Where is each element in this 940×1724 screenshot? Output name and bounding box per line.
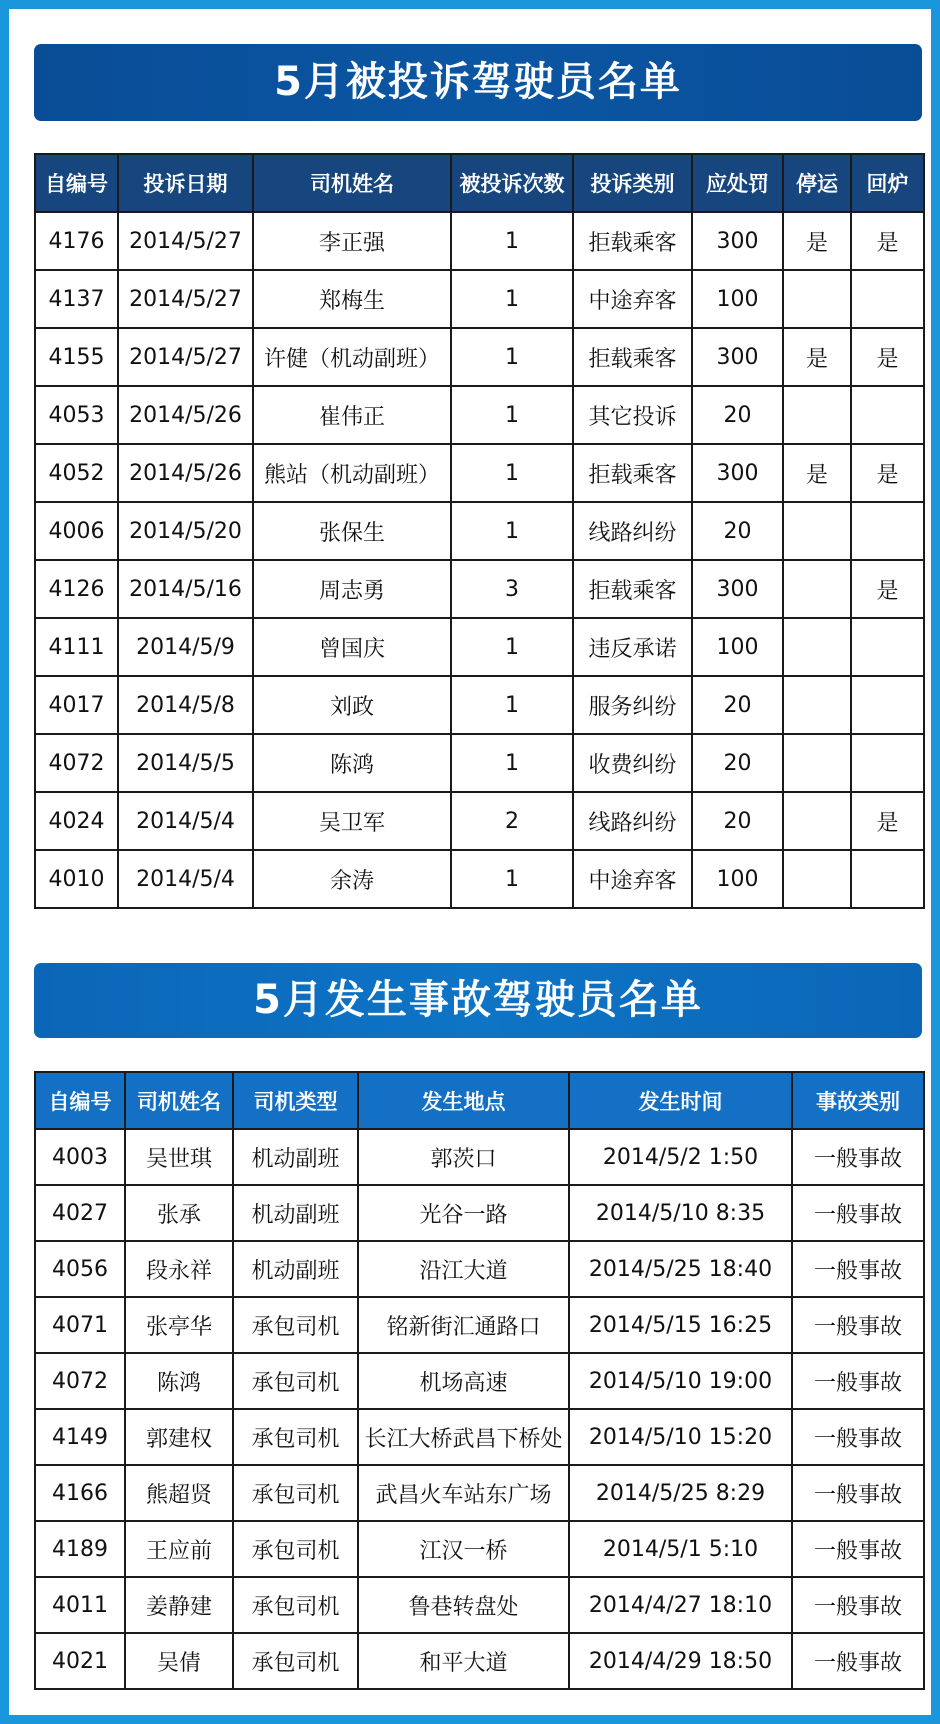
table-cell: 中途弃客 — [573, 270, 692, 328]
table-cell: 一般事故 — [792, 1185, 924, 1241]
table-cell — [851, 270, 924, 328]
complaints-header-row — [35, 154, 924, 212]
table-cell — [783, 734, 851, 792]
table-row — [35, 734, 924, 792]
table-cell: 4011 — [35, 1577, 125, 1633]
complaints-title: 5月被投诉驾驶员名单 — [34, 44, 922, 121]
table-cell — [851, 618, 924, 676]
complaints-column-header: 投诉日期 — [118, 154, 253, 212]
table-cell: 2014/5/8 — [118, 676, 253, 734]
table-row — [35, 1297, 924, 1353]
table-cell: 拒载乘客 — [573, 444, 692, 502]
table-row — [35, 502, 924, 560]
table-cell — [783, 618, 851, 676]
table-cell: 1 — [451, 386, 573, 444]
table-cell: 4111 — [35, 618, 118, 676]
table-cell: 是 — [783, 328, 851, 386]
table-cell: 4126 — [35, 560, 118, 618]
table-cell: 吴倩 — [125, 1633, 233, 1689]
table-cell: 承包司机 — [233, 1577, 358, 1633]
table-cell: 一般事故 — [792, 1297, 924, 1353]
table-cell: 刘政 — [253, 676, 451, 734]
accidents-column-header: 事故类别 — [792, 1072, 924, 1129]
table-cell — [783, 270, 851, 328]
table-cell — [851, 386, 924, 444]
table-cell: 拒载乘客 — [573, 560, 692, 618]
table-cell: 拒载乘客 — [573, 212, 692, 270]
table-cell: 20 — [692, 502, 783, 560]
table-cell: 和平大道 — [358, 1633, 569, 1689]
table-cell: 承包司机 — [233, 1409, 358, 1465]
table-cell: 4072 — [35, 1353, 125, 1409]
table-cell: 2014/5/20 — [118, 502, 253, 560]
table-cell: 300 — [692, 444, 783, 502]
complaints-column-header: 投诉类别 — [573, 154, 692, 212]
table-cell: 2 — [451, 792, 573, 850]
table-row — [35, 1633, 924, 1689]
table-cell: 机动副班 — [233, 1185, 358, 1241]
complaints-column-header: 应处罚 — [692, 154, 783, 212]
table-cell: 是 — [851, 444, 924, 502]
table-cell: 2014/5/26 — [118, 386, 253, 444]
table-cell: 郭建权 — [125, 1409, 233, 1465]
accidents-column-header: 司机类型 — [233, 1072, 358, 1129]
table-cell: 4149 — [35, 1409, 125, 1465]
table-row — [35, 676, 924, 734]
accidents-title: 5月发生事故驾驶员名单 — [34, 963, 922, 1038]
table-cell: 陈鸿 — [253, 734, 451, 792]
table-cell: 承包司机 — [233, 1465, 358, 1521]
table-cell: 收费纠纷 — [573, 734, 692, 792]
table-cell: 许健（机动副班） — [253, 328, 451, 386]
table-cell: 1 — [451, 850, 573, 908]
table-cell: 4052 — [35, 444, 118, 502]
table-row — [35, 850, 924, 908]
table-cell: 4003 — [35, 1129, 125, 1185]
table-cell: 1 — [451, 328, 573, 386]
table-cell: 鲁巷转盘处 — [358, 1577, 569, 1633]
table-cell: 一般事故 — [792, 1353, 924, 1409]
table-cell: 2014/5/27 — [118, 270, 253, 328]
table-cell: 铭新街汇通路口 — [358, 1297, 569, 1353]
table-cell: 一般事故 — [792, 1129, 924, 1185]
table-cell: 1 — [451, 618, 573, 676]
table-cell: 姜静建 — [125, 1577, 233, 1633]
table-cell: 2014/5/16 — [118, 560, 253, 618]
table-cell: 承包司机 — [233, 1353, 358, 1409]
table-cell: 2014/5/1 5:10 — [569, 1521, 792, 1577]
table-row — [35, 1185, 924, 1241]
table-cell: 20 — [692, 734, 783, 792]
accidents-column-header: 发生地点 — [358, 1072, 569, 1129]
table-cell: 2014/5/15 16:25 — [569, 1297, 792, 1353]
table-cell: 张保生 — [253, 502, 451, 560]
table-cell: 4010 — [35, 850, 118, 908]
table-cell: 一般事故 — [792, 1633, 924, 1689]
table-cell — [783, 502, 851, 560]
table-cell — [783, 560, 851, 618]
table-cell: 其它投诉 — [573, 386, 692, 444]
table-cell — [851, 850, 924, 908]
table-cell: 长江大桥武昌下桥处 — [358, 1409, 569, 1465]
table-cell: 2014/5/27 — [118, 328, 253, 386]
table-cell: 陈鸿 — [125, 1353, 233, 1409]
table-row — [35, 1353, 924, 1409]
table-cell: 2014/4/27 18:10 — [569, 1577, 792, 1633]
table-cell: 一般事故 — [792, 1409, 924, 1465]
complaints-column-header: 司机姓名 — [253, 154, 451, 212]
table-cell: 2014/5/4 — [118, 792, 253, 850]
table-cell: 4017 — [35, 676, 118, 734]
table-cell: 2014/5/25 18:40 — [569, 1241, 792, 1297]
table-cell: 是 — [851, 792, 924, 850]
table-cell: 郭茨口 — [358, 1129, 569, 1185]
table-cell: 100 — [692, 270, 783, 328]
table-cell: 1 — [451, 270, 573, 328]
table-cell: 1 — [451, 734, 573, 792]
table-cell: 拒载乘客 — [573, 328, 692, 386]
table-row — [35, 1241, 924, 1297]
table-cell: 100 — [692, 850, 783, 908]
table-cell: 一般事故 — [792, 1241, 924, 1297]
table-cell: 1 — [451, 212, 573, 270]
table-cell: 王应前 — [125, 1521, 233, 1577]
table-cell: 光谷一路 — [358, 1185, 569, 1241]
table-cell: 机场高速 — [358, 1353, 569, 1409]
complaints-table — [34, 153, 925, 909]
table-cell: 300 — [692, 328, 783, 386]
table-cell: 4071 — [35, 1297, 125, 1353]
table-cell: 4027 — [35, 1185, 125, 1241]
table-cell — [783, 792, 851, 850]
table-cell: 2014/5/26 — [118, 444, 253, 502]
table-row — [35, 1409, 924, 1465]
table-cell: 20 — [692, 792, 783, 850]
table-cell: 江汉一桥 — [358, 1521, 569, 1577]
table-cell: 4006 — [35, 502, 118, 560]
table-cell: 2014/5/2 1:50 — [569, 1129, 792, 1185]
table-row — [35, 444, 924, 502]
table-cell: 2014/5/9 — [118, 618, 253, 676]
table-cell: 4189 — [35, 1521, 125, 1577]
table-cell: 周志勇 — [253, 560, 451, 618]
table-row — [35, 618, 924, 676]
accidents-table — [34, 1071, 925, 1690]
table-row — [35, 212, 924, 270]
table-cell: 吴世琪 — [125, 1129, 233, 1185]
table-cell: 吴卫军 — [253, 792, 451, 850]
table-cell: 3 — [451, 560, 573, 618]
table-cell: 张承 — [125, 1185, 233, 1241]
table-cell: 20 — [692, 386, 783, 444]
table-cell — [783, 386, 851, 444]
table-cell: 李正强 — [253, 212, 451, 270]
table-cell: 1 — [451, 502, 573, 560]
accidents-column-header: 司机姓名 — [125, 1072, 233, 1129]
table-cell: 线路纠纷 — [573, 502, 692, 560]
table-row — [35, 792, 924, 850]
table-cell: 300 — [692, 212, 783, 270]
table-cell: 是 — [851, 328, 924, 386]
table-cell: 承包司机 — [233, 1297, 358, 1353]
table-cell: 4155 — [35, 328, 118, 386]
accidents-column-header: 自编号 — [35, 1072, 125, 1129]
table-cell: 中途弃客 — [573, 850, 692, 908]
table-cell: 一般事故 — [792, 1577, 924, 1633]
table-cell: 1 — [451, 444, 573, 502]
complaints-column-header: 自编号 — [35, 154, 118, 212]
table-cell: 4053 — [35, 386, 118, 444]
table-cell: 张亭华 — [125, 1297, 233, 1353]
table-cell: 4056 — [35, 1241, 125, 1297]
table-cell: 2014/5/25 8:29 — [569, 1465, 792, 1521]
table-cell: 一般事故 — [792, 1465, 924, 1521]
table-cell — [851, 734, 924, 792]
table-cell — [783, 676, 851, 734]
table-cell: 4176 — [35, 212, 118, 270]
table-cell: 300 — [692, 560, 783, 618]
accidents-header-row — [35, 1072, 924, 1129]
table-row — [35, 560, 924, 618]
table-row — [35, 1521, 924, 1577]
complaints-column-header: 被投诉次数 — [451, 154, 573, 212]
table-cell: 线路纠纷 — [573, 792, 692, 850]
table-cell: 2014/5/10 19:00 — [569, 1353, 792, 1409]
table-cell: 4166 — [35, 1465, 125, 1521]
table-cell: 1 — [451, 676, 573, 734]
table-cell: 2014/5/10 8:35 — [569, 1185, 792, 1241]
table-cell: 余涛 — [253, 850, 451, 908]
table-cell: 机动副班 — [233, 1129, 358, 1185]
table-cell: 熊站（机动副班） — [253, 444, 451, 502]
table-cell: 承包司机 — [233, 1633, 358, 1689]
table-cell — [851, 676, 924, 734]
table-cell: 郑梅生 — [253, 270, 451, 328]
table-cell: 是 — [783, 212, 851, 270]
table-row — [35, 1129, 924, 1185]
table-cell: 是 — [783, 444, 851, 502]
table-cell: 违反承诺 — [573, 618, 692, 676]
complaints-column-header: 停运 — [783, 154, 851, 212]
table-cell: 2014/5/4 — [118, 850, 253, 908]
table-cell: 沿江大道 — [358, 1241, 569, 1297]
table-row — [35, 1465, 924, 1521]
table-cell: 4072 — [35, 734, 118, 792]
table-cell: 武昌火车站东广场 — [358, 1465, 569, 1521]
table-cell: 4024 — [35, 792, 118, 850]
table-row — [35, 270, 924, 328]
accidents-column-header: 发生时间 — [569, 1072, 792, 1129]
table-cell: 100 — [692, 618, 783, 676]
table-cell: 2014/5/10 15:20 — [569, 1409, 792, 1465]
table-cell: 一般事故 — [792, 1521, 924, 1577]
table-cell: 4021 — [35, 1633, 125, 1689]
table-cell: 2014/5/27 — [118, 212, 253, 270]
table-cell: 20 — [692, 676, 783, 734]
table-cell: 段永祥 — [125, 1241, 233, 1297]
table-row — [35, 328, 924, 386]
table-cell: 曾国庆 — [253, 618, 451, 676]
complaints-column-header: 回炉 — [851, 154, 924, 212]
table-cell — [851, 502, 924, 560]
table-cell: 是 — [851, 560, 924, 618]
table-cell: 机动副班 — [233, 1241, 358, 1297]
table-row — [35, 386, 924, 444]
table-cell: 4137 — [35, 270, 118, 328]
table-cell: 2014/5/5 — [118, 734, 253, 792]
table-cell: 承包司机 — [233, 1521, 358, 1577]
table-row — [35, 1577, 924, 1633]
table-cell: 熊超贤 — [125, 1465, 233, 1521]
table-cell: 崔伟正 — [253, 386, 451, 444]
table-cell: 2014/4/29 18:50 — [569, 1633, 792, 1689]
table-cell — [783, 850, 851, 908]
table-cell: 是 — [851, 212, 924, 270]
table-cell: 服务纠纷 — [573, 676, 692, 734]
